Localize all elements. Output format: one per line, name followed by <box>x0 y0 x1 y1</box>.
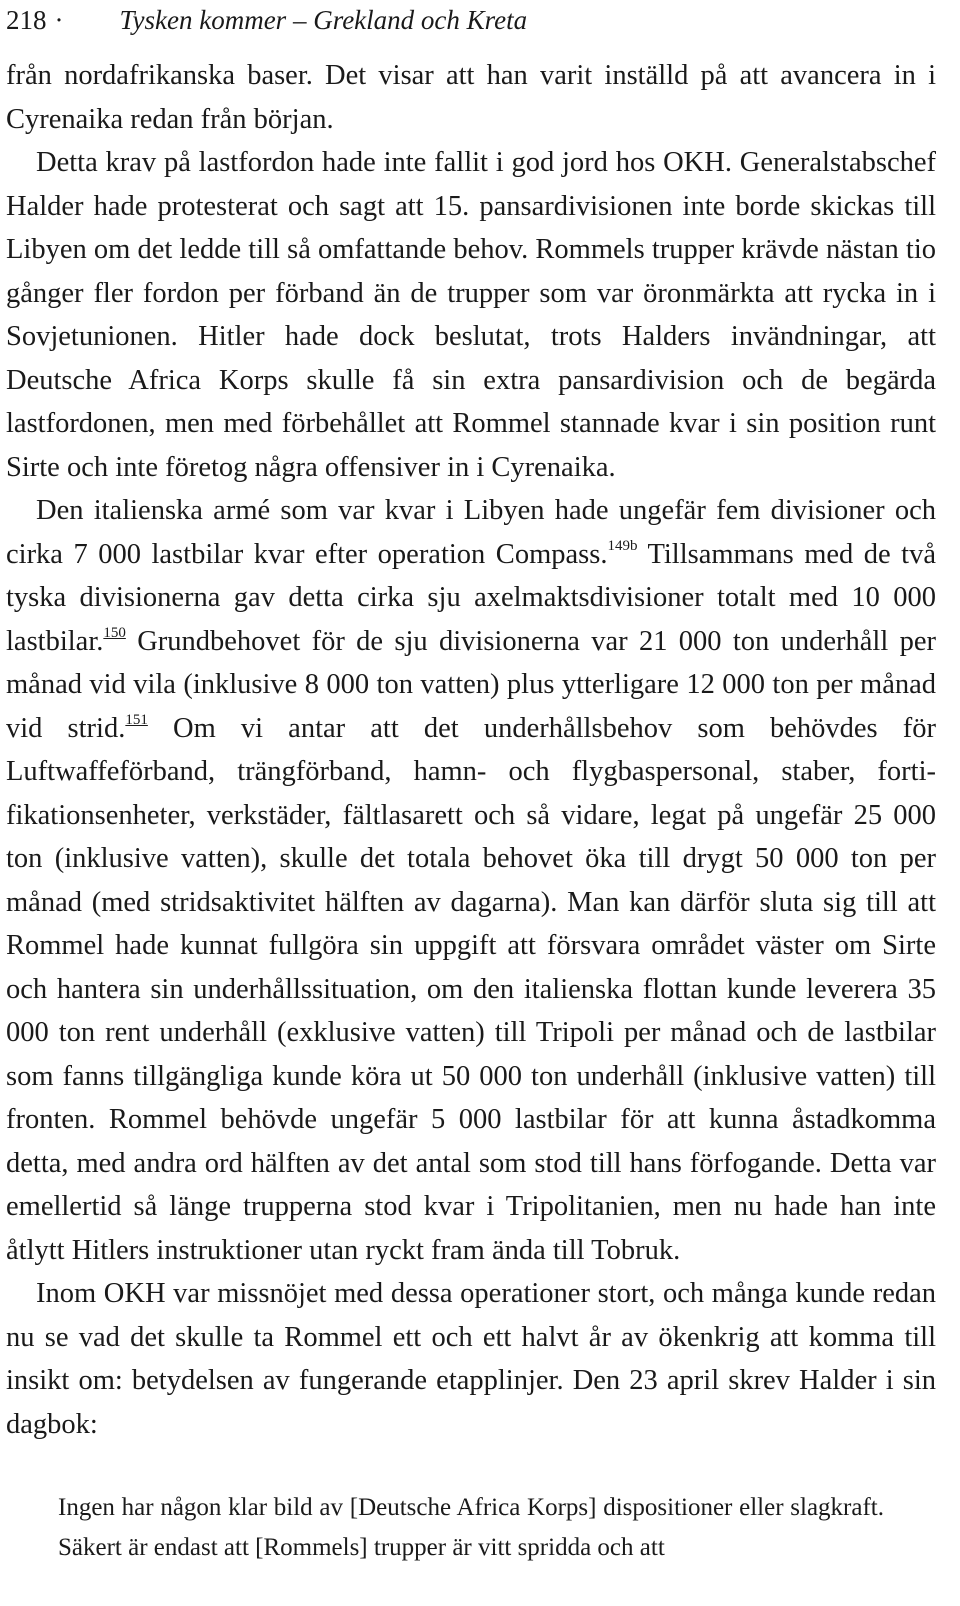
paragraph-3-text-c: Grundbehovet för de sju divisionerna var 21 000 ton underhåll per månad vid vila (inklusive 8 000 ton vatten) plus ytterligare 12 000 ton per månad vid strid. <box>6 625 936 744</box>
paragraph-3-text-b: Tillsammans med de två tyska divisionerna gav detta cirka sju axelmaktsdivisioner totalt med 10 000 lastbilar. <box>6 538 936 657</box>
paragraph-4-text: Inom OKH var missnöjet med dessa operationer stort, och många kunde redan nu se vad det skulle ta Rommel ett och ett halvt år av ökenkrig att komma till insikt om: betydelsen av fungerande etapplinjer. Den 23 april skrev Halder i sin dagbok: <box>6 1278 936 1440</box>
paragraph-4 <box>6 1272 936 1446</box>
chapter-title: Tysken kommer – Grekland och Kreta <box>119 5 528 35</box>
paragraph-2 <box>6 141 936 489</box>
running-header <box>6 2 946 38</box>
paragraph-3-text-d: Om vi antar att det underhållsbehov som behövdes för Luftwaffeförband, trängförband, hamn- och flygbaspersonal, staber, fortifikationsenheter, verkstäder, fältlasarett och så vidare, legat på ungefär 25 000 ton (inklusive vatten), skulle det totala behovet öka till drygt 50 000 ton per månad (med stridsaktivitet hälften av dagarna). Man kan därför sluta sig till att Rommel hade kunnat fullgöra sin uppgift att försvara området väster om Sirte och hantera sin underhållssituation, om den italienska flottan kunde leverera 35 000 ton rent underhåll (exklusive vatten) till Tripoli per månad och de lastbilar som fanns tillgängliga kunde köra ut 50 000 ton underhåll (inklusive vatten) till fronten. Rommel behövde ungefär 5 000 lastbilar för att kunna åstadkomma detta, med andra ord hälften av det antal som stod till hans förfogande. Detta var emellertid så länge trupperna stod kvar i Tripolitanien, men nu hade han inte åtlytt Hitlers instruktioner utan ryckt fram ända till Tobruk. <box>6 712 936 1266</box>
block-quote-text: Ingen har någon klar bild av [Deutsche Africa Korps] dispositioner eller slagkraft. Säkert är endast att [Rommels] trupper är vitt spridda och att <box>58 1494 884 1561</box>
page-number: 218 <box>6 5 47 35</box>
block-quote <box>58 1488 884 1568</box>
paragraph-2-text: Detta krav på lastfordon hade inte fallit i god jord hos OKH. Generalstabschef Halder hade protesterat och sagt att 15. pansardivisionen inte borde skickas till Libyen om det ledde till så omfattande behov. Rommels trupper krävde nästan tio gånger fler fordon per förband än de trupper som var öronmärkta att rycka in i Sovjetunionen. Hitler hade dock beslutat, trots Halders invändningar, att Deutsche Africa Korps skulle få sin extra pansardivision och de begärda lastfordonen, men med förbehållet att Rommel stannade kvar i sin position runt Sirte och inte företog några offensiver in i Cyrenaika. <box>6 147 936 483</box>
footnote-ref-149b[interactable]: 149b <box>607 537 638 554</box>
paragraph-3 <box>6 489 936 1272</box>
header-separator: · <box>54 5 64 35</box>
body-text <box>6 54 936 1446</box>
paragraph-1 <box>6 54 936 141</box>
footnote-ref-150[interactable]: 150 <box>103 624 126 641</box>
footnote-ref-151[interactable]: 151 <box>125 711 148 728</box>
paragraph-1-text: från nordafrikanska baser. Det visar att han varit inställd på att avancera in i Cyrenaika redan från början. <box>6 60 936 135</box>
paragraph-3-text-a: Den italienska armé som var kvar i Libyen hade ungefär fem divisioner och cirka 7 000 lastbilar kvar efter operation Compass. <box>6 495 936 570</box>
